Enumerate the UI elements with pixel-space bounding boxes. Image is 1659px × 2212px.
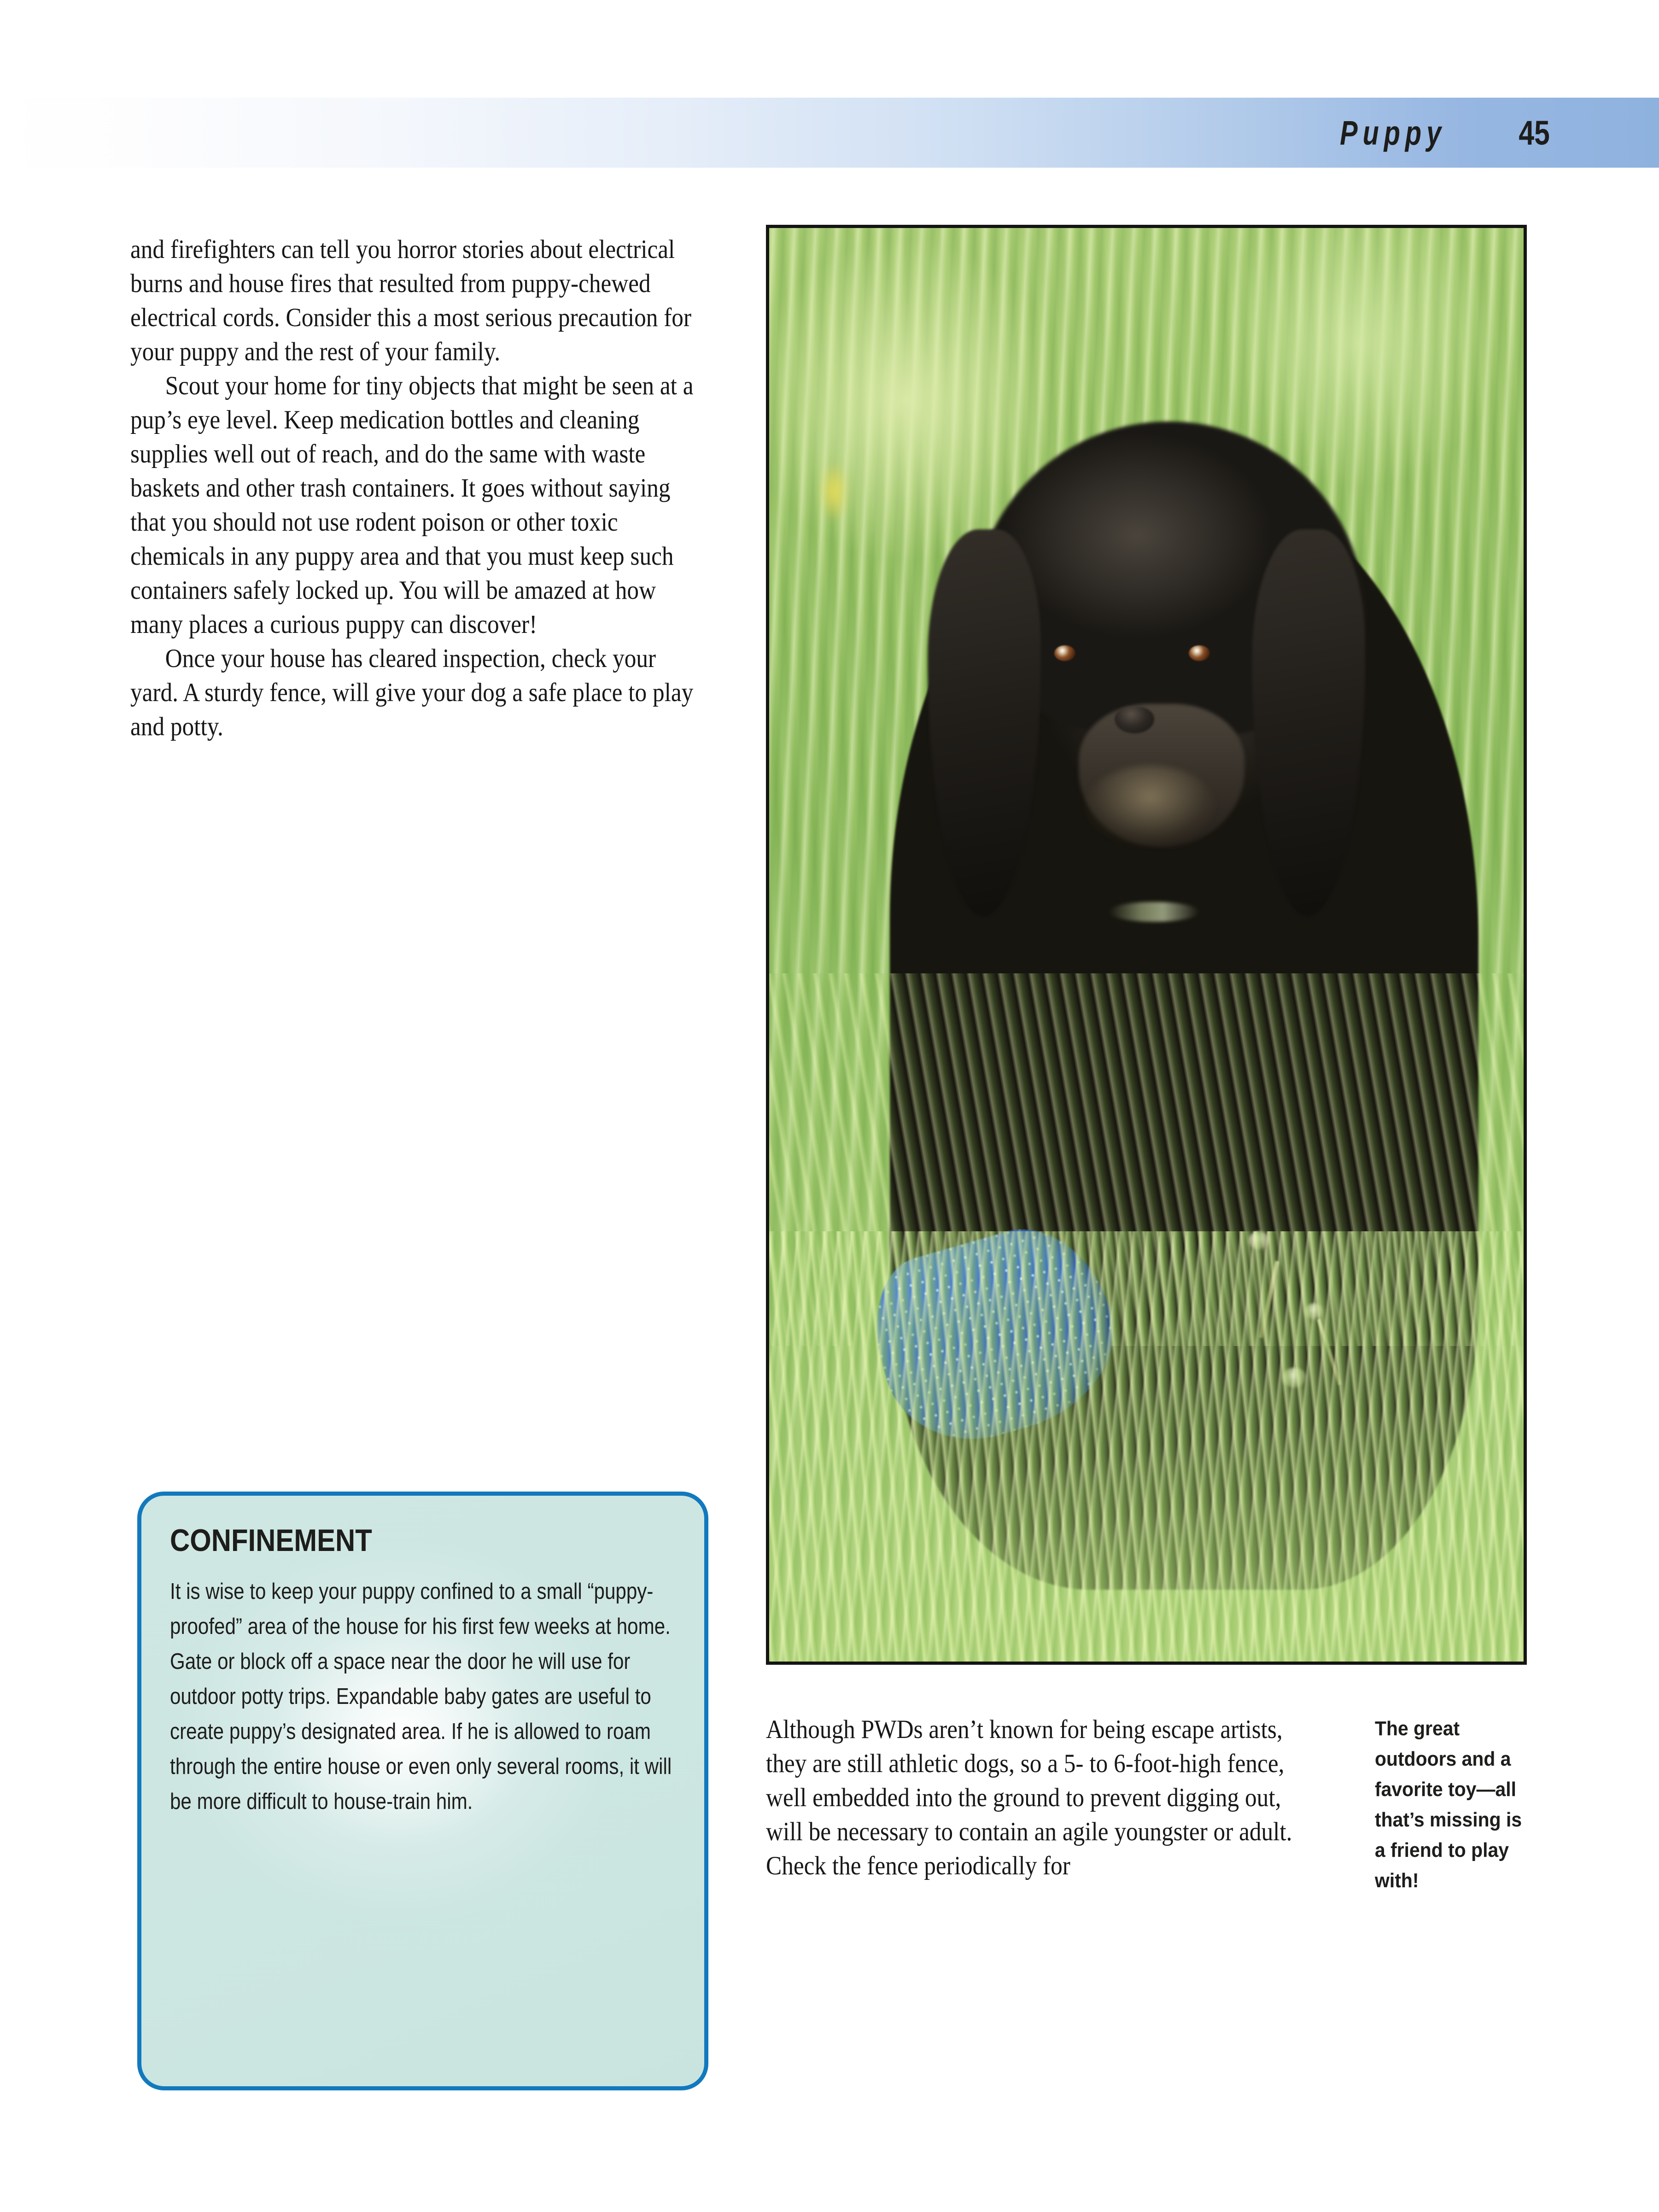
paragraph-check-your-yard: Once your house has cleared inspection, check your yard. A sturdy fence, will give your dog a safe place to play and potty. bbox=[130, 644, 694, 741]
photo-foreground-grass bbox=[769, 1231, 1524, 1662]
photo-dog-eye-left bbox=[1054, 645, 1075, 661]
confinement-sidebar-box bbox=[137, 1492, 708, 2090]
dog-photograph bbox=[766, 225, 1527, 1665]
page-number: 45 bbox=[1519, 113, 1550, 152]
running-header-content bbox=[1152, 98, 1659, 168]
confinement-sidebar-body: It is wise to keep your puppy confined to a small “puppy-proofed” area of the house for his first few weeks at home. Gate or block off a space near the door he will use for outdoor potty trips. Expandable baby gates are useful to create puppy’s designated area. If he is allowed to roam through the entire house or even only several rooms, it will be more difficult to house-train him. bbox=[170, 1579, 672, 1814]
running-head-title: Puppy bbox=[1339, 113, 1446, 152]
paragraph-continued: and firefighters can tell you horror stories about electrical burns and house fires that resulted from puppy-chewed electrical cords. Consider this a most serious precaution for your puppy and the rest of your family. bbox=[130, 235, 692, 366]
photo-dog-collar bbox=[1109, 902, 1199, 922]
photo-caption-text: The great outdoors and a favorite toy—all that’s missing is a friend to play with! bbox=[1375, 1717, 1522, 1892]
body-column-left bbox=[130, 233, 707, 744]
confinement-sidebar-content bbox=[141, 1496, 704, 1819]
photo-dog-eye-right bbox=[1189, 645, 1210, 661]
paragraph-scout-your-home: Scout your home for tiny objects that might be seen at a pup’s eye level. Keep medication bottles and cleaning supplies well out of reach, and do the same with waste baskets and other trash containers. It goes without saying that you should not use rodent poison or other toxic chemicals in any puppy area and that you must keep such containers safely locked up. You will be amazed at how many places a curious puppy can discover! bbox=[130, 371, 694, 639]
photo-caption bbox=[1375, 1714, 1529, 1896]
photo-dog-beard-highlight bbox=[1086, 766, 1214, 844]
photo-yellow-wildflower bbox=[822, 464, 846, 519]
running-header-bar bbox=[0, 98, 1659, 168]
confinement-sidebar-heading: CONFINEMENT bbox=[170, 1523, 372, 1558]
body-column-right bbox=[766, 1713, 1297, 1883]
paragraph-fence-requirements: Although PWDs aren’t known for being escape artists, they are still athletic dogs, so a 5- to 6-foot-high fence, well embedded into the ground to prevent digging out, will be necessary to contain an agile youngster or adult. Check the fence periodically for bbox=[766, 1715, 1292, 1880]
photo-grass-background bbox=[769, 228, 1524, 1662]
